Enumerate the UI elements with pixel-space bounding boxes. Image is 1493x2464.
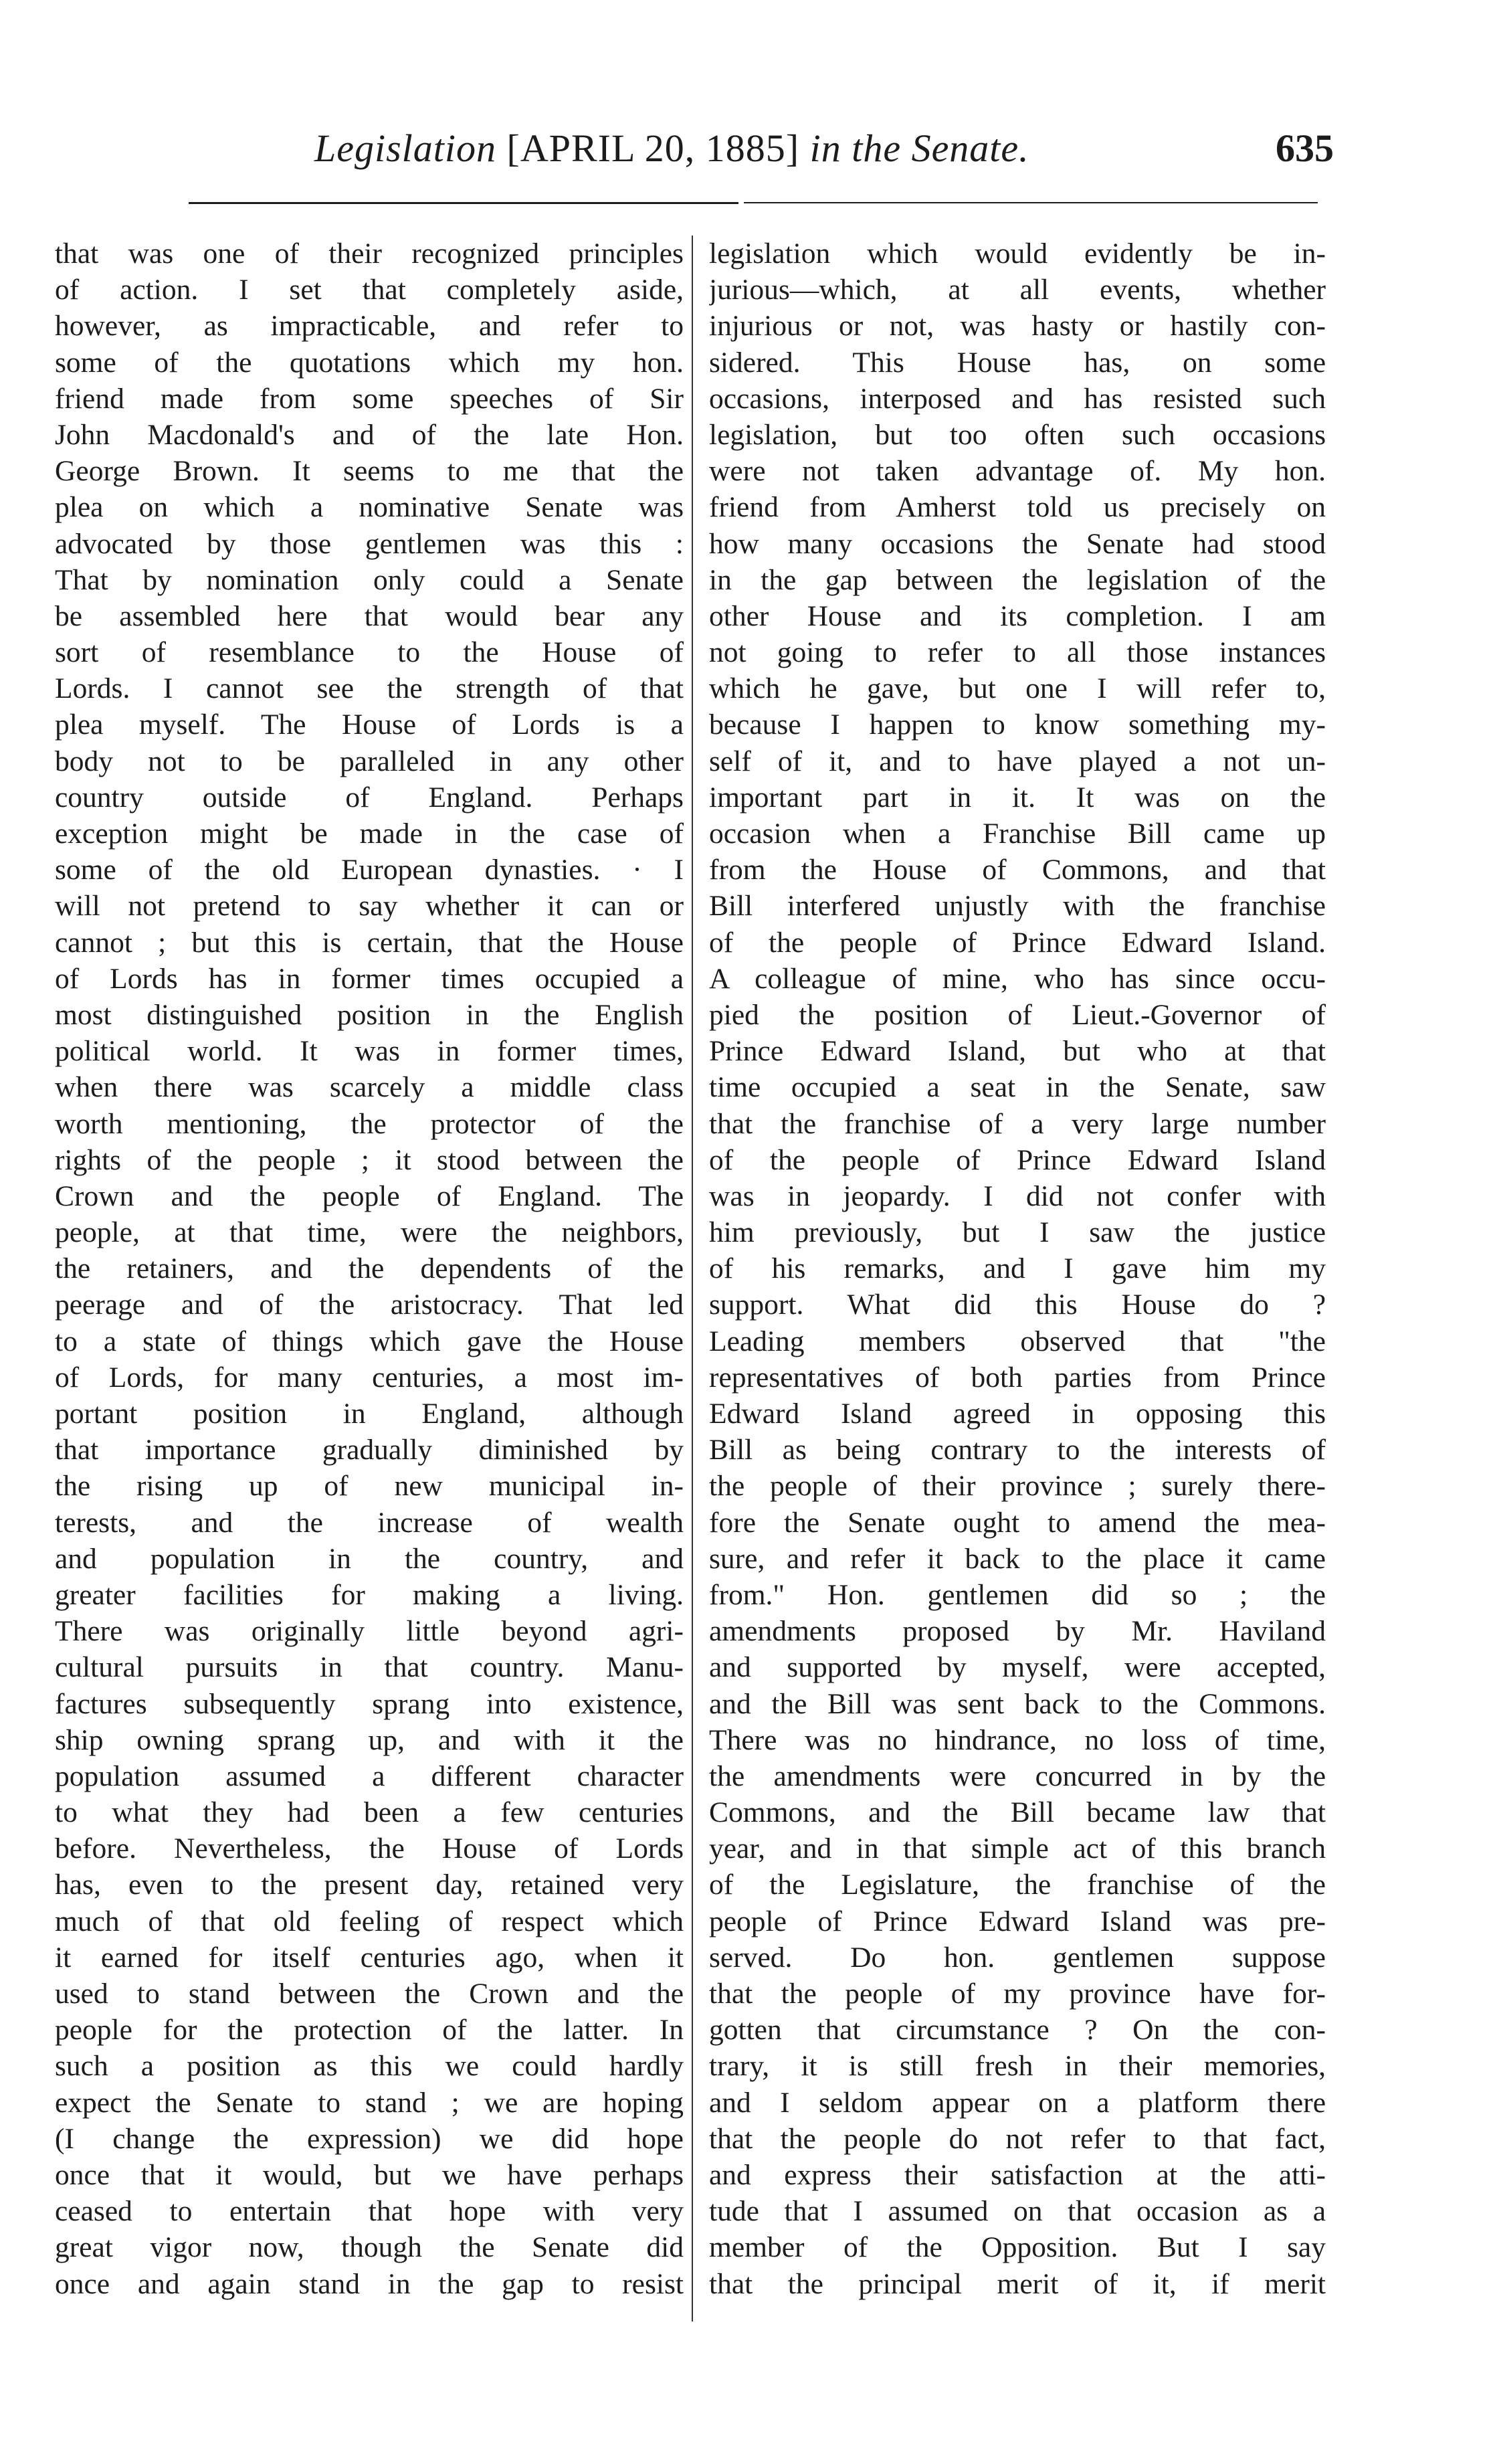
text-line: and express their satisfaction at the atti- [709,2158,1326,2191]
header-rule-left [189,202,738,204]
text-line: friend made from some speeches of Sir [55,382,684,415]
text-line: worth mentioning, the protector of the [55,1107,684,1140]
text-line: John Macdonald's and of the late Hon. [55,418,684,451]
text-line: trary, it is still fresh in their memories, [709,2050,1326,2083]
text-line: There was no hindrance, no loss of time, [709,1723,1326,1756]
text-line: how many occasions the Senate had stood [709,527,1326,560]
text-line: that the franchise of a very large number [709,1107,1326,1140]
running-title [314,126,1029,171]
text-line: some of the quotations which my hon. [55,346,684,379]
text-line: greater facilities for making a living. [55,1578,684,1611]
text-line: and the Bill was sent back to the Commons. [709,1687,1326,1720]
title-legislation: Legislation [314,126,497,170]
text-line: tude that I assumed on that occasion as a [709,2195,1326,2228]
page-number: 635 [1276,126,1334,170]
text-line: That by nomination only could a Senate [55,563,684,596]
text-line: exception might be made in the case of [55,818,684,850]
text-line: population assumed a different character [55,1760,684,1792]
text-line: injurious or not, was hasty or hastily con- [709,310,1326,343]
text-line: the people of their province ; surely there- [709,1470,1326,1503]
text-line: people for the protection of the latter. In [55,2014,684,2047]
text-line: of his remarks, and I gave him my [709,1252,1326,1285]
text-line: country outside of England. Perhaps [55,781,684,814]
text-line: and I seldom appear on a platform there [709,2086,1326,2119]
text-line: and population in the country, and [55,1542,684,1575]
text-line: factures subsequently sprang into existence, [55,1687,684,1720]
text-line: sure, and refer it back to the place it came [709,1542,1326,1575]
text-line: jurious—which, at all events, whether [709,274,1326,306]
text-line: that the principal merit of it, if merit [709,2267,1326,2300]
text-line: however, as impracticable, and refer to [55,310,684,343]
text-line: rights of the people ; it stood between the [55,1143,684,1176]
text-line: Leading members observed that "the [709,1325,1326,1357]
text-line: that was one of their recognized principles [55,238,684,270]
text-line: it earned for itself centuries ago, when it [55,1941,684,1974]
text-line: body not to be paralleled in any other [55,745,684,777]
text-line: member of the Opposition. But I say [709,2231,1326,2264]
running-header [314,126,1334,186]
text-line: much of that old feeling of respect which [55,1905,684,1937]
text-line: of the people of Prince Edward Island. [709,926,1326,959]
text-line: will not pretend to say whether it can or [55,890,684,923]
text-line: friend from Amherst told us precisely on [709,491,1326,524]
text-line: plea on which a nominative Senate was [55,491,684,524]
text-line: legislation, but too often such occasions [709,418,1326,451]
text-line: portant position in England, although [55,1398,684,1430]
text-line: Lords. I cannot see the strength of that [55,672,684,705]
text-line: in the gap between the legislation of the [709,563,1326,596]
text-line: most distinguished position in the English [55,998,684,1031]
text-line: from the House of Commons, and that [709,854,1326,886]
left-column [55,235,684,2302]
text-line: year, and in that simple act of this branch [709,1832,1326,1865]
text-line: occasions, interposed and has resisted such [709,382,1326,415]
text-line: were not taken advantage of. My hon. [709,455,1326,488]
text-line: occasion when a Franchise Bill came up [709,818,1326,850]
text-line: time occupied a seat in the Senate, saw [709,1071,1326,1104]
text-line: fore the Senate ought to amend the mea- [709,1506,1326,1539]
text-line: pied the position of Lieut.-Governor of [709,998,1326,1031]
text-line: political world. It was in former times, [55,1035,684,1068]
title-date: [APRIL 20, 1885] [506,126,800,170]
text-line: legislation which would evidently be in- [709,238,1326,270]
text-line: Commons, and the Bill became law that [709,1796,1326,1829]
text-line: the rising up of new municipal in- [55,1470,684,1503]
text-line: used to stand between the Crown and the [55,1978,684,2010]
text-line: once and again stand in the gap to resist [55,2267,684,2300]
text-line: that importance gradually diminished by [55,1434,684,1466]
text-line: of the people of Prince Edward Island [709,1143,1326,1176]
text-line: Crown and the people of England. The [55,1179,684,1212]
text-line: terests, and the increase of wealth [55,1506,684,1539]
text-line: plea myself. The House of Lords is a [55,708,684,741]
text-line: expect the Senate to stand ; we are hoping [55,2086,684,2119]
text-line: has, even to the present day, retained very [55,1869,684,1901]
text-line: the amendments were concurred in by the [709,1760,1326,1792]
text-line: cultural pursuits in that country. Manu- [55,1651,684,1684]
text-line: peerage and of the aristocracy. That led [55,1289,684,1321]
header-rule-right [744,202,1318,203]
text-line: cannot ; but this is certain, that the House [55,926,684,959]
text-line: to what they had been a few centuries [55,1796,684,1829]
text-line: support. What did this House do ? [709,1289,1326,1321]
title-in-the-senate: in the Senate. [809,126,1029,170]
text-line: which he gave, but one I will refer to, [709,672,1326,705]
text-line: of Lords, for many centuries, a most im- [55,1361,684,1394]
text-line: ceased to entertain that hope with very [55,2195,684,2228]
text-line: representatives of both parties from Prince [709,1361,1326,1394]
text-line: There was originally little beyond agri- [55,1615,684,1648]
text-line: sort of resemblance to the House of [55,636,684,669]
text-line: that the people do not refer to that fact, [709,2122,1326,2155]
text-line: of Lords has in former times occupied a [55,962,684,995]
text-line: was in jeopardy. I did not confer with [709,1179,1326,1212]
text-line: some of the old European dynasties. · I [55,854,684,886]
text-line: gotten that circumstance ? On the con- [709,2014,1326,2047]
text-line: Bill as being contrary to the interests of [709,1434,1326,1466]
text-line: from." Hon. gentlemen did so ; the [709,1578,1326,1611]
text-line: served. Do hon. gentlemen suppose [709,1941,1326,1974]
text-line: Bill interfered unjustly with the franchise [709,890,1326,923]
text-line: advocated by those gentlemen was this : [55,527,684,560]
text-line: the retainers, and the dependents of the [55,1252,684,1285]
text-line: important part in it. It was on the [709,781,1326,814]
text-line: George Brown. It seems to me that the [55,455,684,488]
text-line: not going to refer to all those instances [709,636,1326,669]
text-line: of the Legislature, the franchise of the [709,1869,1326,1901]
text-line: be assembled here that would bear any [55,599,684,632]
text-line: and supported by myself, were accepted, [709,1651,1326,1684]
text-line: that the people of my province have for- [709,1978,1326,2010]
text-line: great vigor now, though the Senate did [55,2231,684,2264]
right-column [709,235,1326,2302]
column-divider [692,235,693,2321]
text-line: him previously, but I saw the justice [709,1216,1326,1249]
text-line: to a state of things which gave the House [55,1325,684,1357]
text-line: self of it, and to have played a not un- [709,745,1326,777]
text-line: people of Prince Edward Island was pre- [709,1905,1326,1937]
text-line: sidered. This House has, on some [709,346,1326,379]
text-line: because I happen to know something my- [709,708,1326,741]
text-line: ship owning sprang up, and with it the [55,1723,684,1756]
text-line: A colleague of mine, who has since occu- [709,962,1326,995]
text-line: amendments proposed by Mr. Haviland [709,1615,1326,1648]
text-line: other House and its completion. I am [709,599,1326,632]
text-line: before. Nevertheless, the House of Lords [55,1832,684,1865]
text-line: of action. I set that completely aside, [55,274,684,306]
text-line: people, at that time, were the neighbors, [55,1216,684,1249]
text-line: such a position as this we could hardly [55,2050,684,2083]
text-line: once that it would, but we have perhaps [55,2158,684,2191]
text-line: Edward Island agreed in opposing this [709,1398,1326,1430]
text-line: Prince Edward Island, but who at that [709,1035,1326,1068]
text-line: when there was scarcely a middle class [55,1071,684,1104]
text-line: (I change the expression) we did hope [55,2122,684,2155]
